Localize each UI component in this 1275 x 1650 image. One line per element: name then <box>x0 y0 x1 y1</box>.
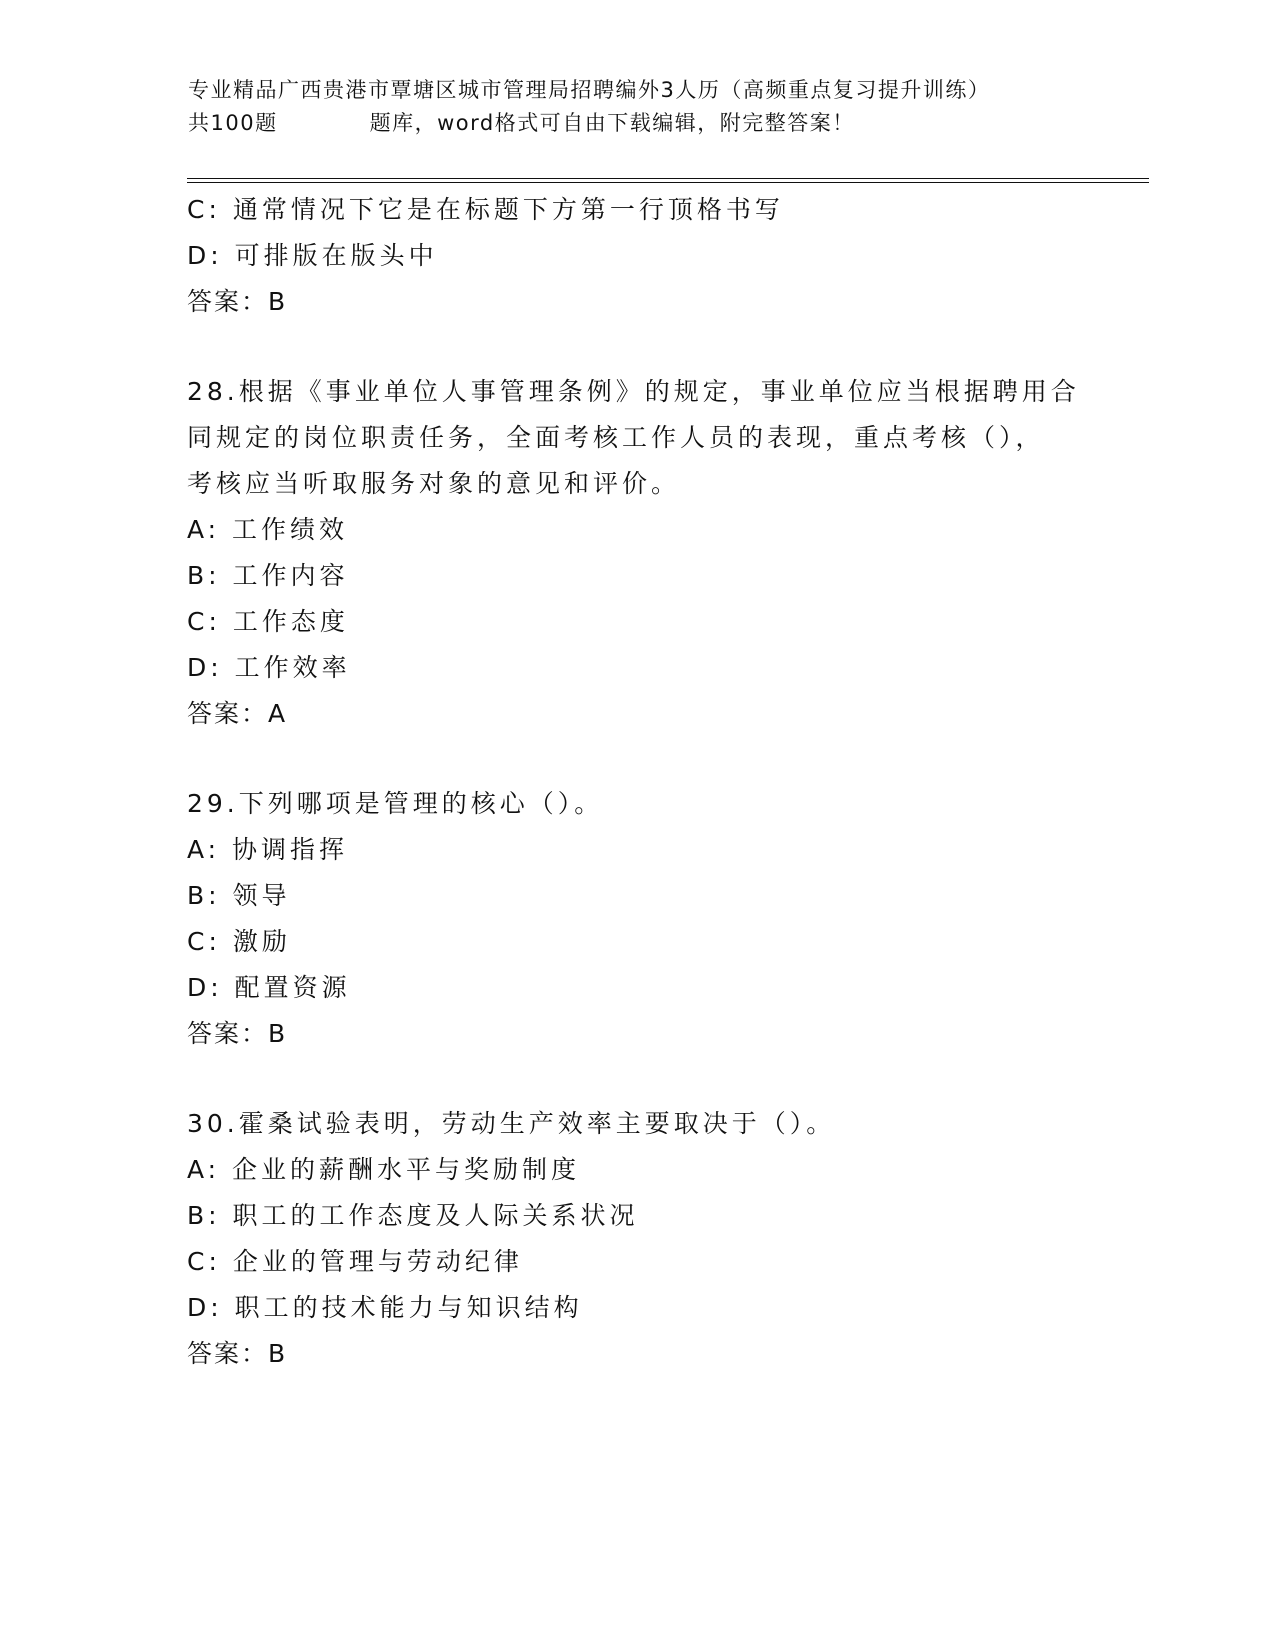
question-block-29 <box>187 781 1147 1057</box>
answer-line: 答案：A <box>187 699 288 728</box>
question-stem-line: 28.根据《事业单位人事管理条例》的规定，事业单位应当根据聘用合 <box>187 377 1080 406</box>
header-divider-bottom <box>187 182 1149 183</box>
option-b: B: 领导 <box>187 881 291 910</box>
page-header <box>188 74 1148 140</box>
header-question-count: 共100题 <box>188 111 278 135</box>
question-stem-line: 29.下列哪项是管理的核心（）。 <box>187 789 604 818</box>
option-a: A: 企业的薪酬水平与奖励制度 <box>187 1155 581 1184</box>
header-divider-top <box>187 178 1149 179</box>
option-d: D: 职工的技术能力与知识结构 <box>187 1293 583 1322</box>
question-stem-line: 30.霍桑试验表明，劳动生产效率主要取决于（）。 <box>187 1109 836 1138</box>
option-d: D: 可排版在版头中 <box>187 241 438 270</box>
header-title-line: 专业精品广西贵港市覃塘区城市管理局招聘编外3人历（高频重点复习提升训练） <box>188 78 991 102</box>
option-c: C: 激励 <box>187 927 291 956</box>
header-subtitle-line <box>188 107 1148 140</box>
question-block-30 <box>187 1101 1147 1377</box>
option-c: C: 工作态度 <box>187 607 349 636</box>
question-list <box>187 187 1147 1377</box>
question-stem-line: 同规定的岗位职责任务，全面考核工作人员的表现，重点考核（）， <box>187 423 1045 452</box>
option-b: B: 工作内容 <box>187 561 349 590</box>
question-block-28 <box>187 369 1147 737</box>
option-d: D: 工作效率 <box>187 653 351 682</box>
option-c: C: 通常情况下它是在标题下方第一行顶格书写 <box>187 195 784 224</box>
option-b: B: 职工的工作态度及人际关系状况 <box>187 1201 639 1230</box>
answer-line: 答案：B <box>187 1019 288 1048</box>
answer-line: 答案：B <box>187 287 288 316</box>
header-description: 题库，word格式可自由下载编辑，附完整答案！ <box>369 111 855 135</box>
option-d: D: 配置资源 <box>187 973 351 1002</box>
option-c: C: 企业的管理与劳动纪律 <box>187 1247 523 1276</box>
question-stem-line: 考核应当听取服务对象的意见和评价。 <box>187 469 681 498</box>
answer-line: 答案：B <box>187 1339 288 1368</box>
question-block-previous <box>187 187 1147 325</box>
option-a: A: 工作绩效 <box>187 515 349 544</box>
option-a: A: 协调指挥 <box>187 835 349 864</box>
